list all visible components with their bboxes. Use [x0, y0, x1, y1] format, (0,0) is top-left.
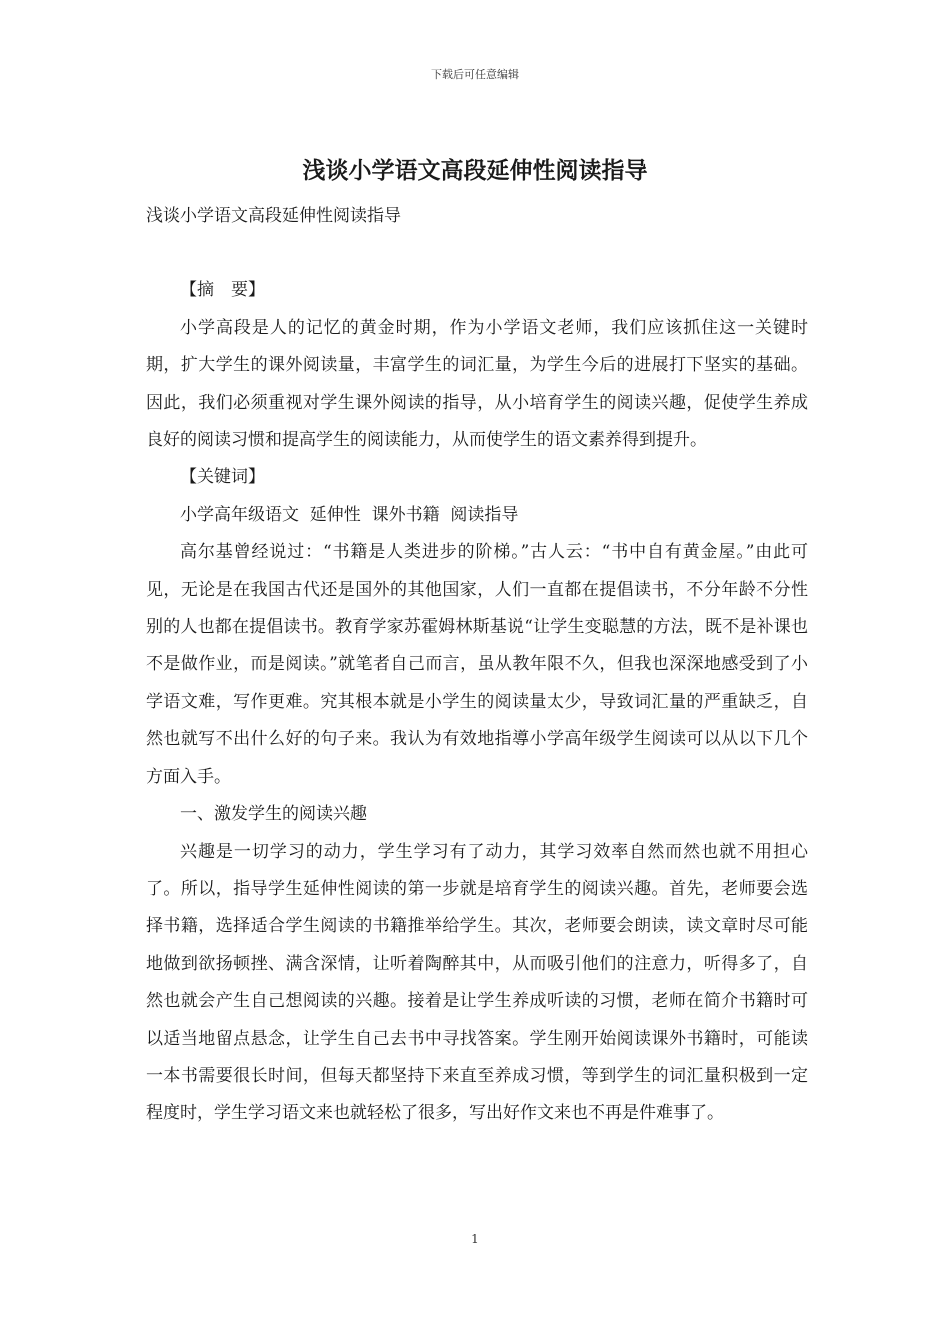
document-title: 浅谈小学语文高段延伸性阅读指导: [302, 157, 648, 184]
abstract-heading: 【摘 要】: [180, 280, 265, 301]
document-subtitle: 浅谈小学语文高段延伸性阅读指导: [146, 206, 401, 226]
document-body: [146, 198, 808, 1133]
section-heading-1: 一、激发学生的阅读兴趣: [180, 804, 367, 825]
page-header-note: 下载后可任意编辑: [431, 68, 519, 81]
abstract-paragraph: 小学高段是人的记忆的黄金时期，作为小学语文老师，我们应该抓住这一关键时期，扩大学生的课外阅读量，丰富学生的词汇量，为学生今后的进展打下坚实的基础。因此，我们必须重视对学生课外阅读的指导，从小培育学生的阅读兴趣，促使学生养成良好的阅读习惯和提高学生的阅读能力，从而使学生的语文素养得到提升。: [146, 317, 808, 451]
keywords-list: 小学高年级语文 延伸性 课外书籍 阅读指导: [180, 504, 519, 525]
keywords-heading: 【关键词】: [180, 467, 265, 488]
intro-paragraph: 高尔基曾经说过：“书籍是人类进步的阶梯。”古人云：“书中自有黄金屋。”由此可见，无论是在我国古代还是国外的其他国家，人们一直都在提倡读书，不分年龄不分性别的人也都在提倡读书。教育学家苏霍姆林斯基说“让学生变聪慧的方法，既不是补课也不是做作业，而是阅读。”就笔者自己而言，虽从教年限不久，但我也深深地感受到了小学语文难，写作更难。究其根本就是小学生的阅读量太少，导致词汇量的严重缺乏，自然也就写不出什么好的句子来。我认为有效地指導小学高年级学生阅读可以从以下几个方面入手。: [146, 542, 808, 787]
page-number: 1: [471, 1232, 479, 1246]
section-paragraph-1: 兴趣是一切学习的动力，学生学习有了动力，其学习效率自然而然也就不用担心了。所以，指导学生延伸性阅读的第一步就是培育学生的阅读兴趣。首先，老师要会选择书籍，选择适合学生阅读的书籍推举给学生。其次，老师要会朗读，读文章时尽可能地做到欲扬顿挫、满含深情，让听着陶醉其中，从而吸引他们的注意力，听得多了，自然也就会产生自己想阅读的兴趣。接着是让学生养成听读的习惯，老师在简介书籍时可以适当地留点悬念，让学生自己去书中寻找答案。学生刚开始阅读课外书籍时，可能读一本书需要很长时间，但每天都坚持下来直至养成习惯，等到学生的词汇量积极到一定程度时，学生学习语文来也就轻松了很多，写出好作文来也不再是件难事了。: [146, 841, 808, 1124]
